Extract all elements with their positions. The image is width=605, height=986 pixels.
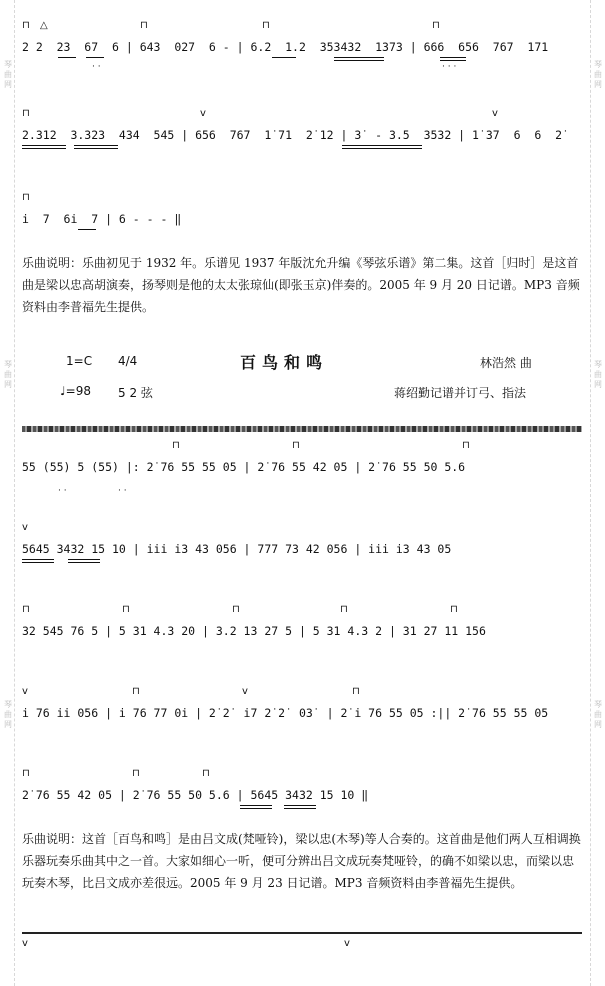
piece2-row-1: ⊓ ⊓ ⊓ 55 (55) 5 (55) |: 2˙76 55 55 05 | 2˙76 55 42 05 | 2˙76 55 50 5.6 · · · · [22, 440, 582, 500]
string-tuning: 5 2 弦 [118, 386, 153, 400]
piece2-row-3: ⊓ ⊓ ⊓ ⊓ ⊓ 32 545 76 5 | 5 31 4.3 20 | 3.2 13 27 5 | 5 31 4.3 2 | 31 27 11 156 [22, 604, 582, 664]
key-signature: 1=C [66, 354, 93, 368]
score1-row-2: ⊓ v v 2.312 3.323 434 545 | 656 767 1˙71 2˙12 | 3˙ - 3.5 3532 | 1˙37 6 6 2˙ [22, 108, 582, 168]
score1-row-3: ⊓ i 7 6i 7 | 6 - - - ‖ [22, 192, 582, 252]
bottom-divider [22, 932, 582, 934]
score1-description: 乐曲说明：乐曲初见于 1932 年。乐谱见 1937 年版沈允升编《琴弦乐谱》第二集。这首［归时］是这首曲是梁以忠高胡演奏，扬琴则是他的太太张琼仙(即张玉京)伴奏的。2005 年 9 月 20 日记谱。MP3 音频资料由李普福先生提供。 [22, 256, 580, 314]
piece2-row-2-notes: 5645 3432 15 10 | iii i3 43 056 | 777 73 42 056 | iii i3 43 05 [22, 542, 452, 556]
tempo-marking: ♩=98 [60, 384, 91, 398]
piece2-row-1-notes: 55 (55) 5 (55) |: 2˙76 55 55 05 | 2˙76 55 42 05 | 2˙76 55 50 5.6 [22, 460, 466, 474]
score1-row-3-notes: i 7 6i 7 | 6 - - - ‖ [22, 212, 182, 226]
right-margin-rail [590, 0, 592, 986]
time-signature: 4/4 [118, 354, 138, 368]
piece2-row-2: v 5645 3432 15 10 | iii i3 43 056 | 777 73 42 056 | iii i3 43 05 [22, 522, 582, 582]
section-divider [22, 426, 582, 432]
watermark-left-1: 琴 曲 网 [4, 60, 12, 89]
piece2-row-3-notes: 32 545 76 5 | 5 31 4.3 20 | 3.2 13 27 5 | 5 31 4.3 2 | 31 27 11 156 [22, 624, 486, 638]
score1-row-2-notes: 2.312 3.323 434 545 | 656 767 1˙71 2˙12 | 3˙ - 3.5 3532 | 1˙37 6 6 2˙ [22, 128, 569, 142]
watermark-right-1: 琴 曲 网 [594, 60, 602, 89]
score1-row-1-notes: 2 2 23 67 6 | 643 027 6 - | 6.2 1.2 353432 1373 | 666 656 767 171 [22, 40, 549, 54]
piece2-row-5-notes: 2˙76 55 42 05 | 2˙76 55 50 5.6 | 5645 3432 15 10 ‖ [22, 788, 369, 802]
watermark-left-3: 琴 曲 网 [4, 700, 12, 729]
watermark-right-2: 琴 曲 网 [594, 360, 602, 389]
notation-credit: 蒋绍勤记谱并订弓、指法 [394, 386, 527, 400]
piece2-row-4: v ⊓ v ⊓ i 76 ii 056 | i 76 77 0i | 2˙2˙ i7 2˙2˙ 03˙ | 2˙i 76 55 05 :|| 2˙76 55 55 05 [22, 686, 582, 746]
watermark-left-2: 琴 曲 网 [4, 360, 12, 389]
score1-row-1: ⊓ △ ⊓ ⊓ ⊓ 2 2 23 67 6 | 643 027 6 - | 6.2 1.2 353432 1373 | 666 656 767 171 · · · · · [22, 20, 582, 80]
piece2-row-5: ⊓ ⊓ ⊓ 2˙76 55 42 05 | 2˙76 55 50 5.6 | 5645 3432 15 10 ‖ [22, 768, 582, 828]
next-row-fragment: v v [22, 938, 350, 949]
watermark-right-3: 琴 曲 网 [594, 700, 602, 729]
composer: 林浩然 曲 [480, 356, 532, 370]
piece2-description: 乐曲说明：这首［百鸟和鸣］是由吕文成(梵哑铃)，梁以忠(木琴)等人合奏的。这首曲是他们两人互相调换乐器玩奏乐曲其中之一首。大家如细心一听，便可分辨出吕文成玩奏梵哑铃，的确不如梁以忠，而梁以忠玩奏木琴，比吕文成亦差很远。2005 年 9 月 23 日记谱。MP3 音频资料由李普福先生提供。 [22, 832, 581, 890]
piece2-row-4-notes: i 76 ii 056 | i 76 77 0i | 2˙2˙ i7 2˙2˙ 03˙ | 2˙i 76 55 05 :|| 2˙76 55 55 05 [22, 706, 549, 720]
left-margin-rail [14, 0, 16, 986]
page-title: 百鸟和鸣 [240, 353, 329, 372]
